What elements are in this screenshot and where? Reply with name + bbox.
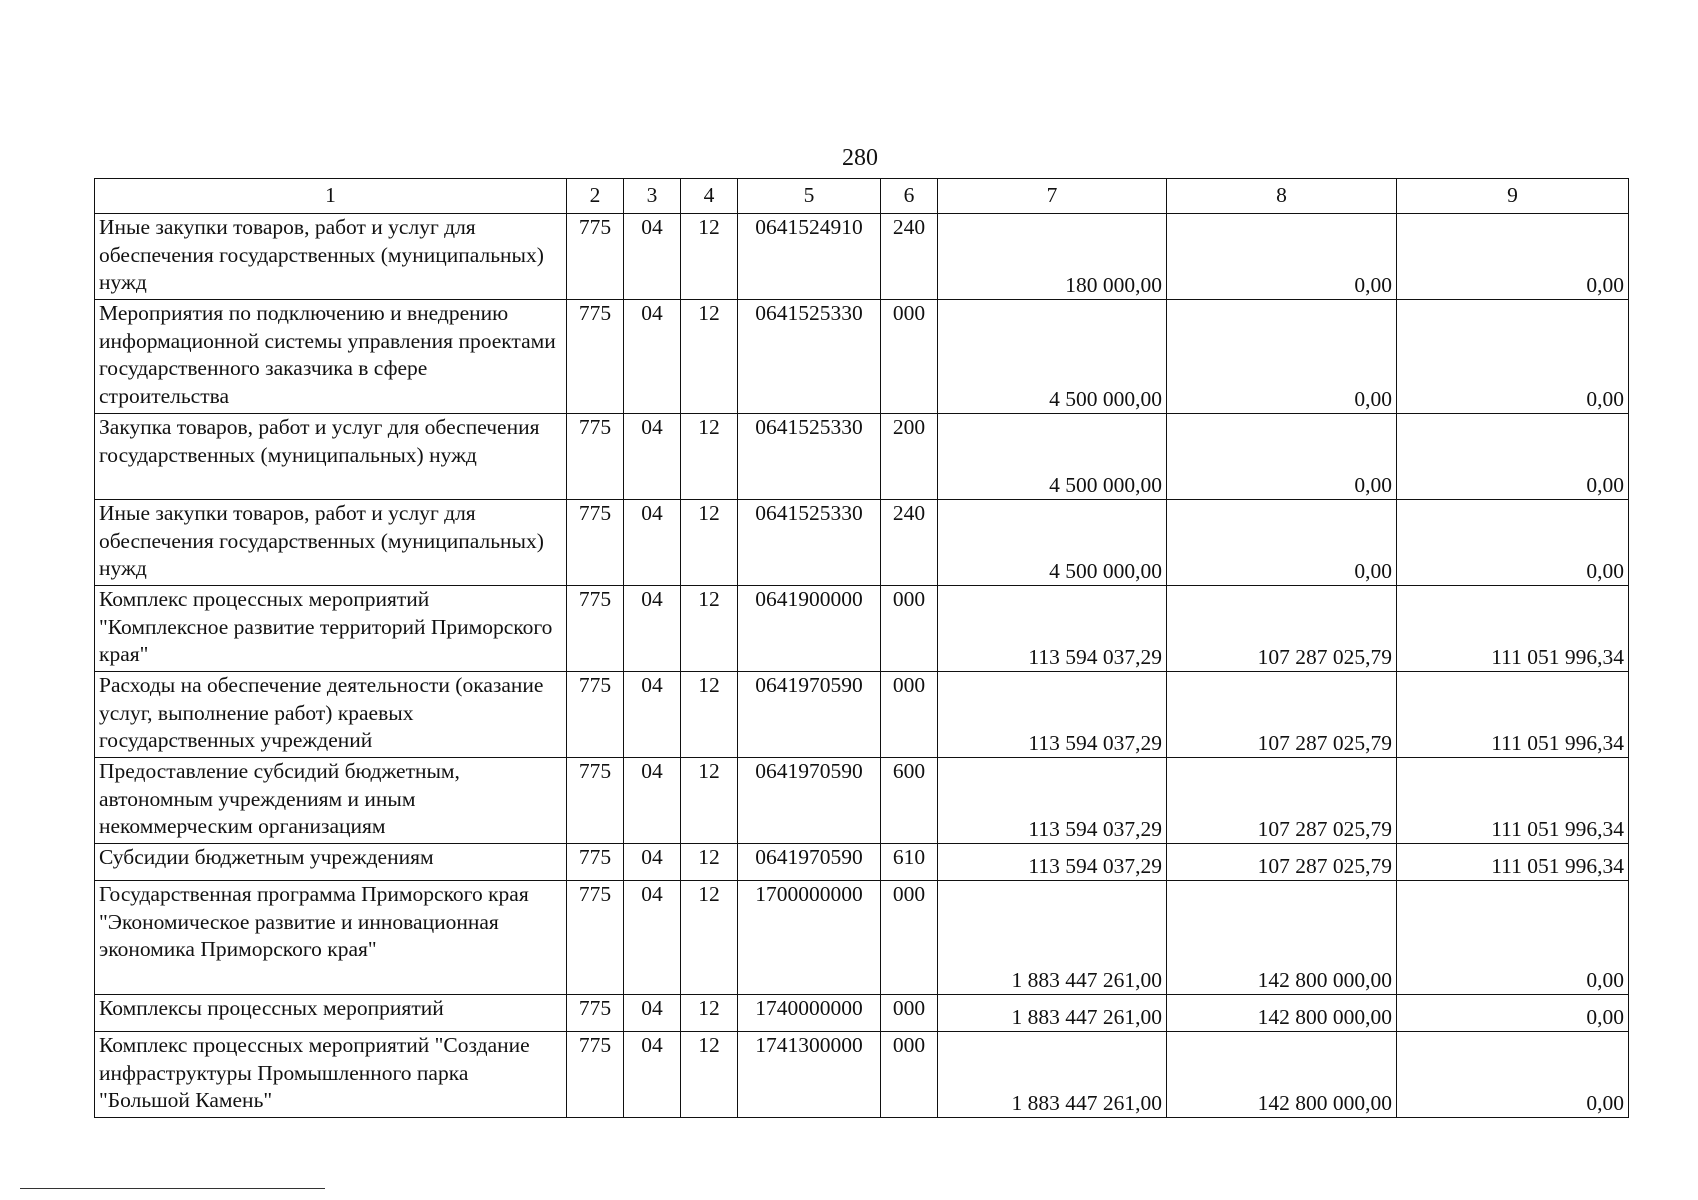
subsection-code: 12 (681, 586, 738, 672)
expense-type-code: 000 (881, 586, 938, 672)
amount-col9: 0,00 (1397, 414, 1629, 500)
table-row (95, 1032, 1629, 1118)
expense-type-code: 000 (881, 672, 938, 758)
column-header: 6 (881, 179, 938, 214)
target-article-code: 0641525330 (738, 414, 881, 500)
amount-col9: 0,00 (1397, 214, 1629, 300)
amount-col8: 0,00 (1167, 300, 1397, 414)
page-number: 280 (842, 145, 878, 171)
target-article-code: 1700000000 (738, 881, 881, 995)
amount-col7: 113 594 037,29 (938, 758, 1167, 844)
section-code: 04 (624, 881, 681, 995)
amount-col9: 111 051 996,34 (1397, 844, 1629, 881)
subsection-code: 12 (681, 881, 738, 995)
subsection-code: 12 (681, 672, 738, 758)
amount-col9: 0,00 (1397, 500, 1629, 586)
section-code: 04 (624, 214, 681, 300)
section-code: 04 (624, 300, 681, 414)
amount-col7: 113 594 037,29 (938, 672, 1167, 758)
table-header-row (95, 179, 1629, 214)
expense-type-code: 600 (881, 758, 938, 844)
ministry-code: 775 (567, 214, 624, 300)
expense-name: Государственная программа Приморского края "Экономическое развитие и инновационная экономика Приморского края" (95, 881, 567, 995)
column-header: 9 (1397, 179, 1629, 214)
expense-type-code: 000 (881, 995, 938, 1032)
section-code: 04 (624, 758, 681, 844)
amount-col8: 142 800 000,00 (1167, 1032, 1397, 1118)
amount-col8: 107 287 025,79 (1167, 672, 1397, 758)
amount-col9: 0,00 (1397, 995, 1629, 1032)
subsection-code: 12 (681, 300, 738, 414)
expense-name: Расходы на обеспечение деятельности (оказание услуг, выполнение работ) краевых государственных учреждений (95, 672, 567, 758)
amount-col7: 1 883 447 261,00 (938, 1032, 1167, 1118)
ministry-code: 775 (567, 1032, 624, 1118)
ministry-code: 775 (567, 672, 624, 758)
table-row (95, 214, 1629, 300)
subsection-code: 12 (681, 414, 738, 500)
expense-name: Комплекс процессных мероприятий "Создание инфраструктуры Промышленного парка "Большой Камень" (95, 1032, 567, 1118)
expense-name: Мероприятия по подключению и внедрению информационной системы управления проектами государственного заказчика в сфере строительства (95, 300, 567, 414)
subsection-code: 12 (681, 1032, 738, 1118)
subsection-code: 12 (681, 758, 738, 844)
amount-col8: 0,00 (1167, 214, 1397, 300)
amount-col7: 1 883 447 261,00 (938, 995, 1167, 1032)
column-header: 3 (624, 179, 681, 214)
ministry-code: 775 (567, 844, 624, 881)
expense-name: Субсидии бюджетным учреждениям (95, 844, 567, 881)
amount-col9: 111 051 996,34 (1397, 586, 1629, 672)
table-row (95, 414, 1629, 500)
amount-col9: 0,00 (1397, 300, 1629, 414)
target-article-code: 0641900000 (738, 586, 881, 672)
table-row (95, 758, 1629, 844)
amount-col7: 113 594 037,29 (938, 586, 1167, 672)
amount-col7: 180 000,00 (938, 214, 1167, 300)
target-article-code: 1740000000 (738, 995, 881, 1032)
table-row (95, 586, 1629, 672)
expense-name: Комплекс процессных мероприятий "Комплексное развитие территорий Приморского края" (95, 586, 567, 672)
amount-col8: 142 800 000,00 (1167, 995, 1397, 1032)
expense-name: Закупка товаров, работ и услуг для обеспечения государственных (муниципальных) нужд (95, 414, 567, 500)
section-code: 04 (624, 1032, 681, 1118)
expense-name: Иные закупки товаров, работ и услуг для обеспечения государственных (муниципальных) нужд (95, 214, 567, 300)
target-article-code: 0641525330 (738, 500, 881, 586)
target-article-code: 0641970590 (738, 672, 881, 758)
expense-type-code: 610 (881, 844, 938, 881)
amount-col8: 107 287 025,79 (1167, 758, 1397, 844)
table-row (95, 844, 1629, 881)
expense-type-code: 000 (881, 881, 938, 995)
ministry-code: 775 (567, 500, 624, 586)
ministry-code: 775 (567, 995, 624, 1032)
amount-col7: 4 500 000,00 (938, 414, 1167, 500)
amount-col7: 113 594 037,29 (938, 844, 1167, 881)
amount-col7: 1 883 447 261,00 (938, 881, 1167, 995)
amount-col9: 111 051 996,34 (1397, 672, 1629, 758)
amount-col8: 0,00 (1167, 500, 1397, 586)
section-code: 04 (624, 995, 681, 1032)
footnote-separator-line (20, 1188, 325, 1189)
column-header: 4 (681, 179, 738, 214)
expense-type-code: 000 (881, 300, 938, 414)
section-code: 04 (624, 414, 681, 500)
ministry-code: 775 (567, 414, 624, 500)
section-code: 04 (624, 672, 681, 758)
target-article-code: 0641525330 (738, 300, 881, 414)
amount-col8: 107 287 025,79 (1167, 586, 1397, 672)
table-row (95, 300, 1629, 414)
amount-col9: 111 051 996,34 (1397, 758, 1629, 844)
section-code: 04 (624, 586, 681, 672)
expense-type-code: 200 (881, 414, 938, 500)
column-header: 8 (1167, 179, 1397, 214)
ministry-code: 775 (567, 586, 624, 672)
target-article-code: 0641524910 (738, 214, 881, 300)
amount-col8: 142 800 000,00 (1167, 881, 1397, 995)
target-article-code: 0641970590 (738, 844, 881, 881)
expense-name: Комплексы процессных мероприятий (95, 995, 567, 1032)
table-row (95, 672, 1629, 758)
expense-type-code: 240 (881, 214, 938, 300)
subsection-code: 12 (681, 995, 738, 1032)
expense-name: Предоставление субсидий бюджетным, автономным учреждениям и иным некоммерческим организациям (95, 758, 567, 844)
expense-name: Иные закупки товаров, работ и услуг для обеспечения государственных (муниципальных) нужд (95, 500, 567, 586)
column-header: 2 (567, 179, 624, 214)
amount-col7: 4 500 000,00 (938, 300, 1167, 414)
expense-type-code: 240 (881, 500, 938, 586)
amount-col9: 0,00 (1397, 1032, 1629, 1118)
amount-col7: 4 500 000,00 (938, 500, 1167, 586)
target-article-code: 0641970590 (738, 758, 881, 844)
ministry-code: 775 (567, 881, 624, 995)
section-code: 04 (624, 500, 681, 586)
table-row (95, 995, 1629, 1032)
column-header: 5 (738, 179, 881, 214)
ministry-code: 775 (567, 300, 624, 414)
budget-table (94, 178, 1629, 1118)
subsection-code: 12 (681, 214, 738, 300)
table-row (95, 881, 1629, 995)
column-header: 1 (95, 179, 567, 214)
subsection-code: 12 (681, 844, 738, 881)
table-row (95, 500, 1629, 586)
amount-col8: 0,00 (1167, 414, 1397, 500)
column-header: 7 (938, 179, 1167, 214)
section-code: 04 (624, 844, 681, 881)
amount-col9: 0,00 (1397, 881, 1629, 995)
ministry-code: 775 (567, 758, 624, 844)
amount-col8: 107 287 025,79 (1167, 844, 1397, 881)
expense-type-code: 000 (881, 1032, 938, 1118)
target-article-code: 1741300000 (738, 1032, 881, 1118)
subsection-code: 12 (681, 500, 738, 586)
